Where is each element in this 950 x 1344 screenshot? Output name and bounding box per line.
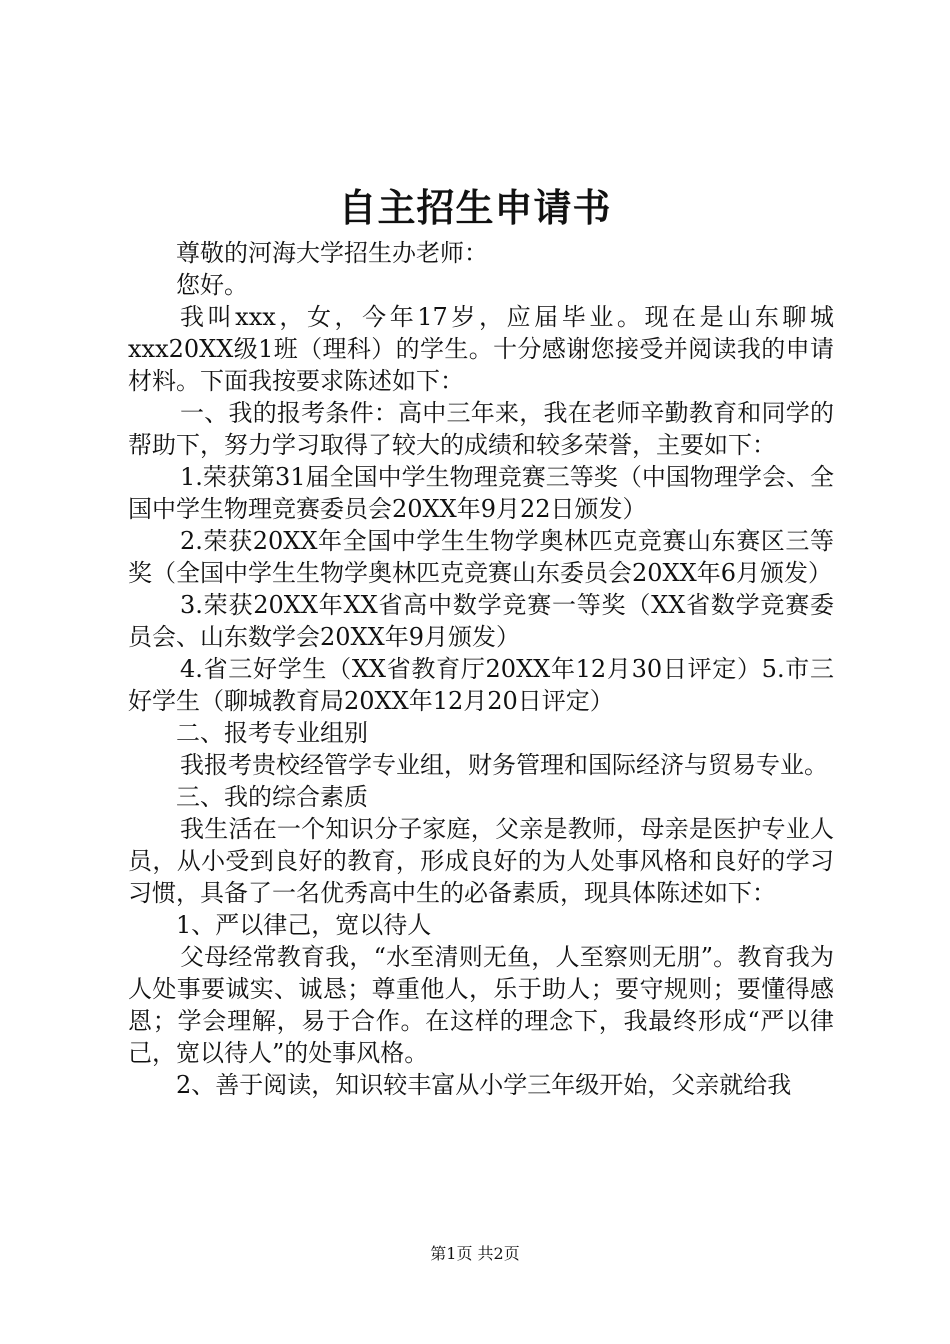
award-item-1: 1.荣获第31届全国中学生物理竞赛三等奖（中国物理学会、全国中学生物理竞赛委员会20XX年9月22日颁发） [128, 463, 834, 523]
award-item-2: 2.荣获20XX年全国中学生生物学奥林匹克竞赛山东赛区三等奖（全国中学生生物学奥林匹克竞赛山东委员会20XX年6月颁发） [128, 527, 834, 587]
award-item-4-5: 4.省三好学生（XX省教育厅20XX年12月30日评定）5.市三好学生（聊城教育局20XX年12月20日评定） [128, 655, 834, 715]
paragraph-intro: 我叫xxx，女，今年17岁，应届毕业。现在是山东聊城xxx20XX级1班（理科）的学生。十分感谢您接受并阅读我的申请材料。下面我按要求陈述如下： [128, 303, 834, 395]
subheading-strict: 1、严以律己，宽以待人 [176, 911, 432, 939]
section-heading-conditions: 一、我的报考条件：高中三年来，我在老师辛勤教育和同学的帮助下，努力学习取得了较大的成绩和较多荣誉，主要如下： [128, 399, 834, 459]
greeting: 您好。 [176, 271, 248, 299]
document-title: 自主招生申请书 [338, 186, 612, 230]
award-item-3: 3.荣获20XX年XX省高中数学竞赛一等奖（XX省数学竞赛委员会、山东数学会20XX年9月颁发） [128, 591, 834, 651]
salutation: 尊敬的河海大学招生办老师： [176, 239, 488, 267]
subheading-reading: 2、善于阅读，知识较丰富从小学三年级开始，父亲就给我 [176, 1071, 792, 1099]
page-number-footer: 第1页 共2页 [430, 1244, 520, 1263]
paragraph-parents: 父母经常教育我，“水至清则无鱼，人至察则无朋”。教育我为人处事要诚实、诚恳；尊重他人，乐于助人；要守规则；要懂得感恩；学会理解，易于合作。在这样的理念下，我最终形成“严以律己，宽以待人”的处事风格。 [128, 943, 834, 1067]
paragraph-major: 我报考贵校经管学专业组，财务管理和国际经济与贸易专业。 [180, 751, 828, 779]
section-heading-qualities: 三、我的综合素质 [176, 783, 368, 811]
paragraph-family: 我生活在一个知识分子家庭，父亲是教师，母亲是医护专业人员，从小受到良好的教育，形成良好的为人处事风格和良好的学习习惯，具备了一名优秀高中生的必备素质，现具体陈述如下： [128, 815, 834, 907]
section-heading-major: 二、报考专业组别 [176, 719, 368, 747]
document-body [128, 237, 834, 1101]
